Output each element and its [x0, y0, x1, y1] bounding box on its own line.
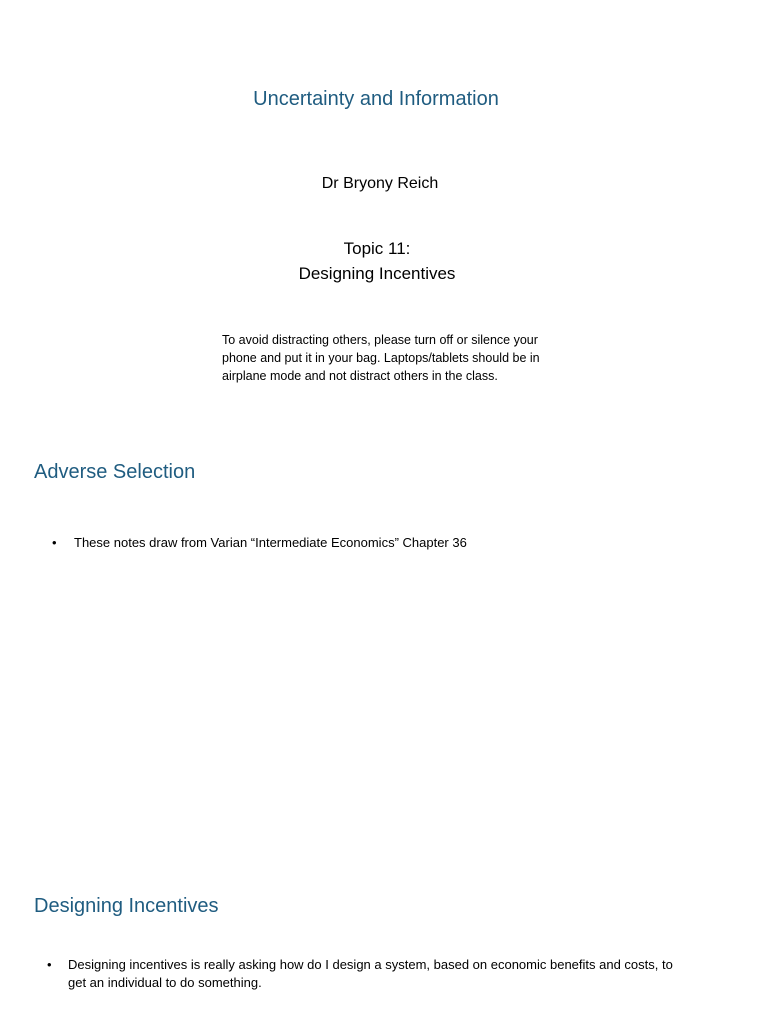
list-item [52, 535, 732, 550]
topic-title: Designing Incentives [298, 264, 456, 283]
bullet-text: These notes draw from Varian “Intermediate Economics” Chapter 36 [74, 535, 467, 550]
bullet-text-line: Designing incentives is really asking how do I design a system, based on economic benefits and costs, to [68, 957, 673, 972]
bullet-icon: • [47, 957, 52, 972]
adverse-selection-heading: Adverse Selection [34, 461, 196, 483]
designing-incentives-bullets [47, 956, 747, 992]
notice-line: airplane mode and not distract others in the class. [222, 369, 498, 383]
notice-line: phone and put it in your bag. Laptops/tablets should be in [222, 351, 540, 365]
designing-incentives-heading: Designing Incentives [34, 895, 219, 917]
presentation-title: Uncertainty and Information [253, 88, 499, 110]
topic-heading [0, 236, 754, 286]
author-name: Dr Bryony Reich [321, 175, 439, 192]
device-notice [222, 331, 582, 385]
notice-line: To avoid distracting others, please turn off or silence your [222, 333, 538, 347]
bullet-text-line: get an individual to do something. [68, 975, 262, 990]
list-item [47, 956, 747, 992]
topic-number: Topic 11: [343, 239, 411, 258]
bullet-icon: • [52, 535, 57, 550]
adverse-selection-bullets [52, 535, 732, 550]
